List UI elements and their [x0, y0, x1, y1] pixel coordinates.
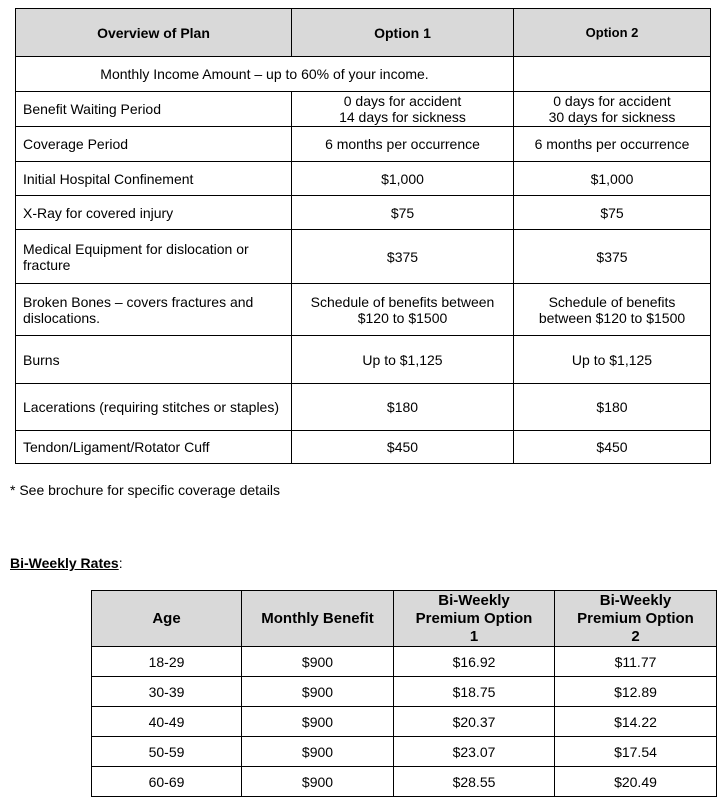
- option-1-value: $450: [292, 431, 514, 464]
- row-label: Lacerations (requiring stitches or staples): [16, 384, 292, 431]
- table-row: [92, 737, 717, 767]
- table-row: [92, 707, 717, 737]
- premium-option-1-cell: $16.92: [394, 647, 555, 677]
- age-cell: 50-59: [92, 737, 242, 767]
- header-option-1: Option 1: [292, 9, 514, 57]
- plan-header-row: [16, 9, 711, 57]
- row-label: Tendon/Ligament/Rotator Cuff: [16, 431, 292, 464]
- header-option-2: Option 2: [514, 9, 711, 57]
- row-label: X-Ray for covered injury: [16, 196, 292, 230]
- option-1-value: $180: [292, 384, 514, 431]
- benefit-cell: $900: [242, 707, 394, 737]
- rates-title-text: Bi-Weekly Rates: [10, 555, 119, 571]
- header-monthly-benefit: Monthly Benefit: [242, 591, 394, 647]
- option-2-value: 0 days for accident 30 days for sickness: [514, 92, 711, 127]
- table-row: [16, 92, 711, 127]
- age-cell: 60-69: [92, 767, 242, 797]
- table-row: [16, 336, 711, 384]
- option-2-value: $180: [514, 384, 711, 431]
- benefit-cell: $900: [242, 647, 394, 677]
- premium-option-2-cell: $20.49: [555, 767, 717, 797]
- header-premium-option-2: Bi-Weekly Premium Option 2: [555, 591, 717, 647]
- income-cell: Monthly Income Amount – up to 60% of your income.: [16, 57, 514, 92]
- table-row: [92, 767, 717, 797]
- table-row: [16, 196, 711, 230]
- option-1-value: 0 days for accident 14 days for sickness: [292, 92, 514, 127]
- age-cell: 40-49: [92, 707, 242, 737]
- benefit-cell: $900: [242, 737, 394, 767]
- row-label: Burns: [16, 336, 292, 384]
- header-premium-option-1: Bi-Weekly Premium Option 1: [394, 591, 555, 647]
- bi-weekly-rates-table: [91, 590, 717, 797]
- age-cell: 18-29: [92, 647, 242, 677]
- option-1-value: $1,000: [292, 162, 514, 196]
- age-cell: 30-39: [92, 677, 242, 707]
- option-1-value: $375: [292, 230, 514, 284]
- header-age: Age: [92, 591, 242, 647]
- coverage-note: * See brochure for specific coverage details: [10, 482, 281, 498]
- table-row: [92, 677, 717, 707]
- option-2-value: $375: [514, 230, 711, 284]
- row-label: Medical Equipment for dislocation or fracture: [16, 230, 292, 284]
- option-2-value: 6 months per occurrence: [514, 127, 711, 162]
- option-1-value: Up to $1,125: [292, 336, 514, 384]
- premium-option-1-cell: $18.75: [394, 677, 555, 707]
- benefit-cell: $900: [242, 677, 394, 707]
- income-empty-cell: [514, 57, 711, 92]
- option-1-value: 6 months per occurrence: [292, 127, 514, 162]
- table-row: [16, 162, 711, 196]
- rates-header-row: [92, 591, 717, 647]
- option-2-value: $1,000: [514, 162, 711, 196]
- option-1-value: $75: [292, 196, 514, 230]
- premium-option-1-cell: $28.55: [394, 767, 555, 797]
- table-row: [16, 431, 711, 464]
- option-1-value: Schedule of benefits between $120 to $1500: [292, 284, 514, 336]
- premium-option-2-cell: $17.54: [555, 737, 717, 767]
- benefit-cell: $900: [242, 767, 394, 797]
- table-row: [16, 384, 711, 431]
- option-2-value: Schedule of benefits between $120 to $1500: [514, 284, 711, 336]
- premium-option-1-cell: $20.37: [394, 707, 555, 737]
- option-2-value: $75: [514, 196, 711, 230]
- plan-overview-table: [15, 8, 711, 464]
- row-label: Broken Bones – covers fractures and dislocations.: [16, 284, 292, 336]
- table-row: [92, 647, 717, 677]
- premium-option-2-cell: $12.89: [555, 677, 717, 707]
- income-row: [16, 57, 711, 92]
- option-2-value: Up to $1,125: [514, 336, 711, 384]
- table-row: [16, 284, 711, 336]
- row-label: Initial Hospital Confinement: [16, 162, 292, 196]
- premium-option-2-cell: $11.77: [555, 647, 717, 677]
- rates-title: [10, 555, 123, 571]
- rates-title-colon: :: [118, 555, 123, 571]
- premium-option-2-cell: $14.22: [555, 707, 717, 737]
- row-label: Coverage Period: [16, 127, 292, 162]
- header-overview: Overview of Plan: [16, 9, 292, 57]
- table-row: [16, 230, 711, 284]
- premium-option-1-cell: $23.07: [394, 737, 555, 767]
- table-row: [16, 127, 711, 162]
- option-2-value: $450: [514, 431, 711, 464]
- row-label: Benefit Waiting Period: [16, 92, 292, 127]
